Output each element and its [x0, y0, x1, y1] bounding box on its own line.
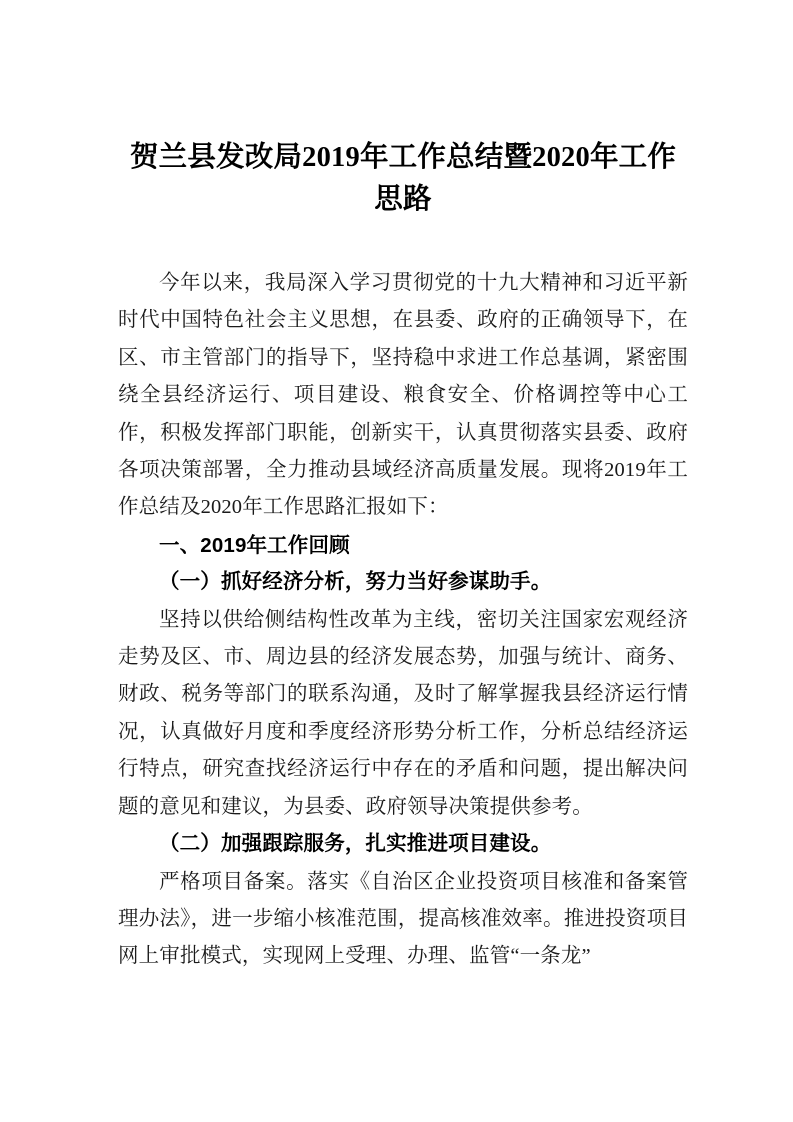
subsection-heading-project-construction: （二）加强跟踪服务，扎实推进项目建设。 — [159, 833, 552, 856]
document-body — [118, 0, 688, 976]
page-title: 贺兰县发改局2019年工作总结暨2020年工作思路 — [129, 142, 677, 215]
paragraph-project-construction: 严格项目备案。落实《自治区企业投资项目核准和备案管理办法》，进一步缩小核准范围，提高核准效率。推进投资项目网上审批模式，实现网上受理、办理、监管“一条龙” — [118, 870, 688, 968]
subsection-heading-economic-analysis: （一）抓好经济分析，努力当好参谋助手。 — [159, 571, 552, 594]
paragraph-economic-analysis: 坚持以供给侧结构性改革为主线，密切关注国家宏观经济走势及区、市、周边县的经济发展态势，加强与统计、商务、财政、税务等部门的联系沟通，及时了解掌握我县经济运行情况，认真做好月度和季度经济形势分析工作，分析总结经济运行特点，研究查找经济运行中存在的矛盾和问题，提出解决问题的意见和建议，为县委、政府领导决策提供参考。 — [118, 608, 688, 818]
paragraph-opening: 今年以来，我局深入学习贯彻党的十九大精神和习近平新时代中国特色社会主义思想，在县委、政府的正确领导下，在区、市主管部门的指导下，坚持稳中求进工作总基调，紧密围绕全县经济运行、项目建设、粮食安全、价格调控等中心工作，积极发挥部门职能，创新实干，认真贯彻落实县委、政府各项决策部署，全力推动县域经济高质量发展。现将2019年工作总结及2020年工作思路汇报如下： — [118, 272, 688, 519]
section-heading-2019-review: 一、2019年工作回顾 — [159, 533, 350, 557]
